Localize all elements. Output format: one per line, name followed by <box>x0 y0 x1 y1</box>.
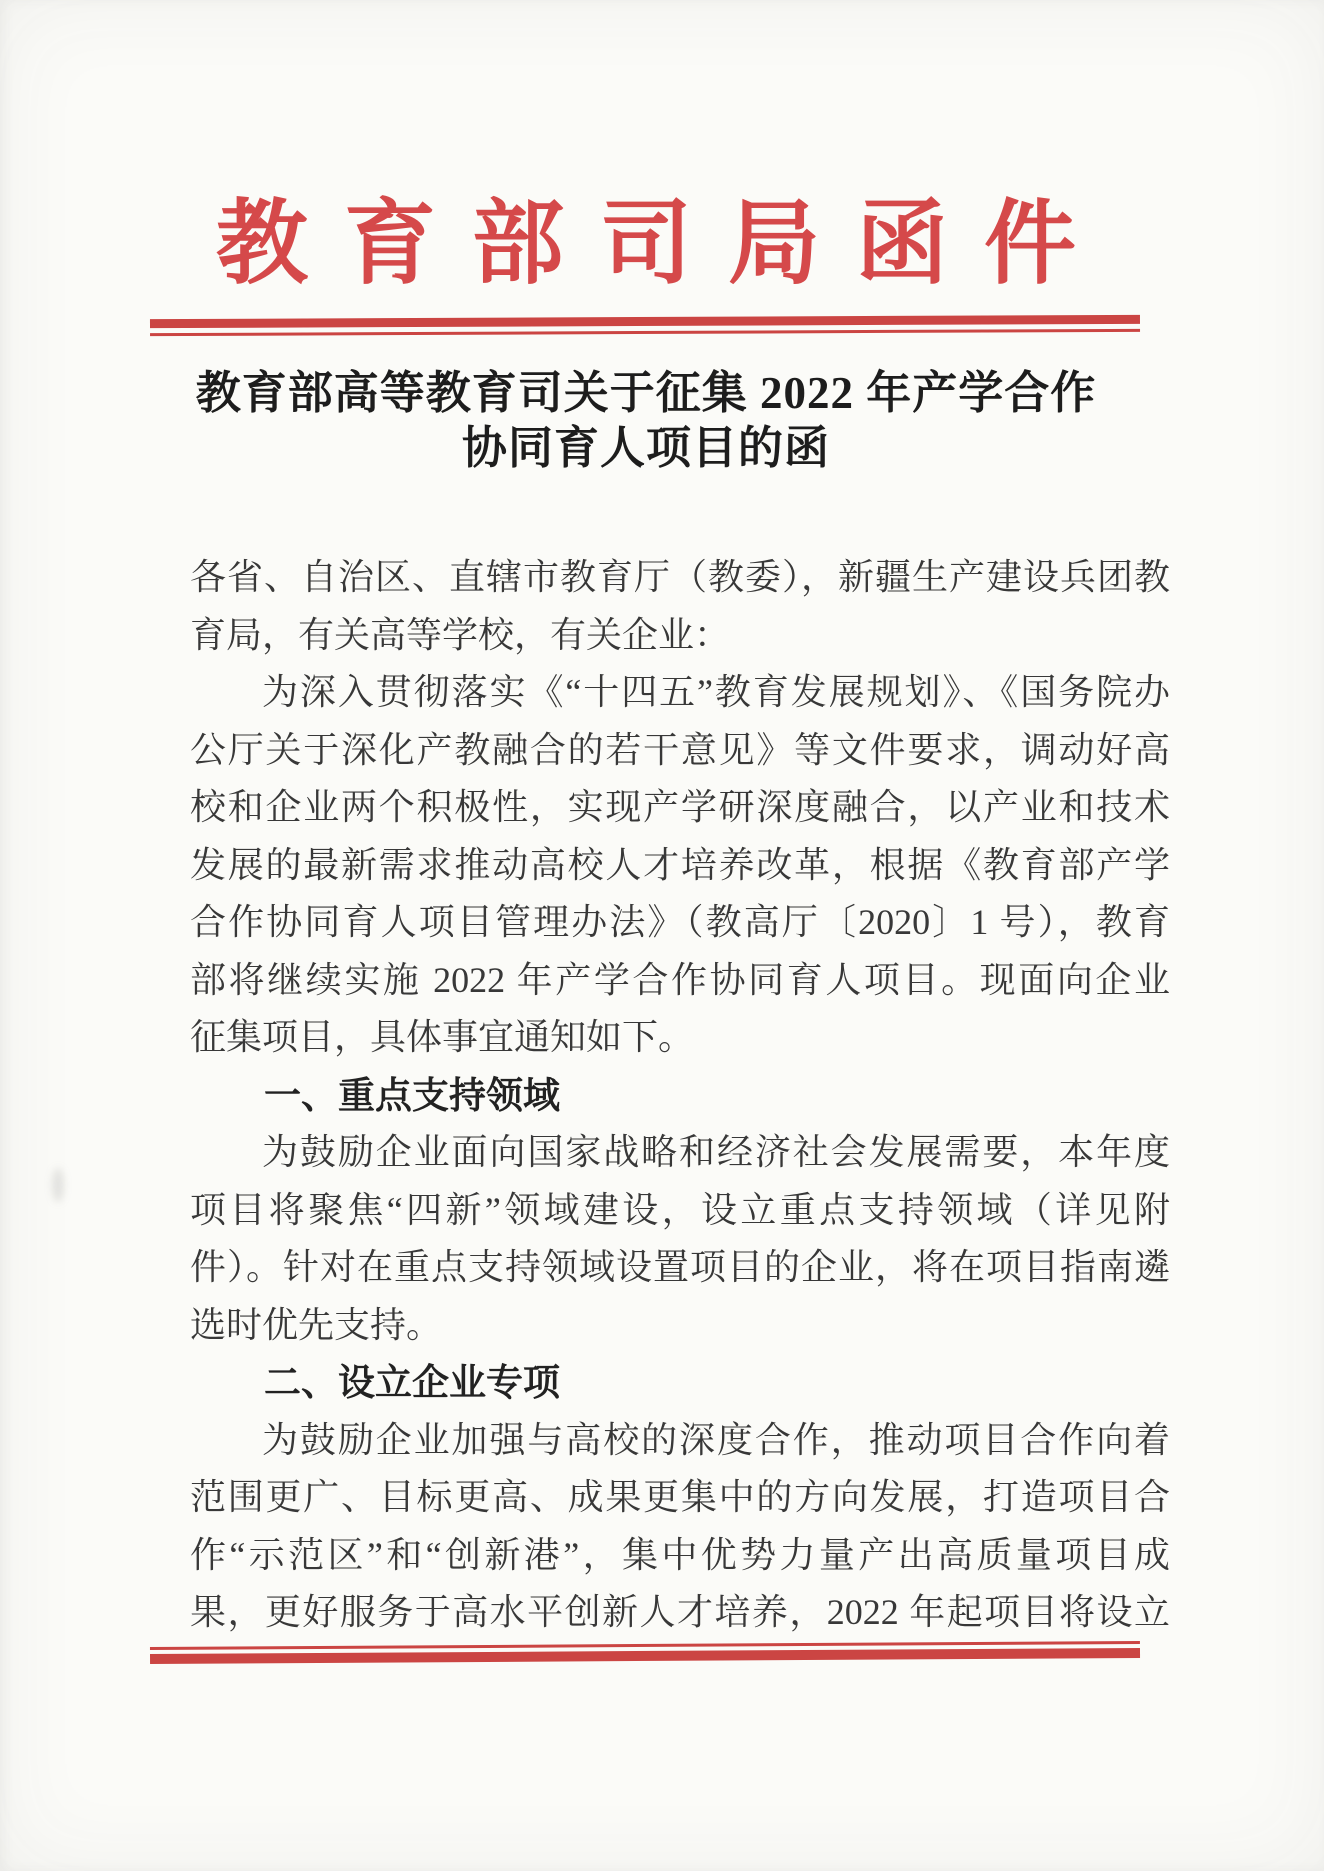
document-title <box>150 366 1142 476</box>
body-line: 校和企业两个积极性，实现产学研深度融合，以产业和技术 <box>190 787 1170 827</box>
title-line-2: 协同育人项目的函 <box>461 423 830 473</box>
title-line-1: 教育部高等教育司关于征集 2022 年产学合作 <box>195 368 1097 418</box>
body-line: 果，更好服务于高水平创新人才培养，2022 年起项目将设立 <box>190 1592 1170 1632</box>
divider-thin-bar <box>150 329 1140 336</box>
divider-thick-bar <box>150 1648 1140 1664</box>
footer-divider <box>150 1641 1140 1664</box>
body-line: 选时优先支持。 <box>190 1304 443 1345</box>
body-line: 为深入贯彻落实《“十四五”教育发展规划》、《国务院办 <box>262 672 1170 712</box>
scan-artifact <box>52 1168 64 1202</box>
body-line: 范围更广、目标更高、成果更集中的方向发展，打造项目合 <box>190 1477 1170 1517</box>
body-line: 各省、自治区、直辖市教育厅（教委），新疆生产建设兵团教 <box>190 557 1170 597</box>
body-line: 育局，有关高等学校，有关企业： <box>190 614 731 655</box>
document-masthead: 教育部司局函件 <box>215 193 1112 295</box>
section-heading: 一、重点支持领域 <box>264 1074 560 1116</box>
masthead-divider <box>150 315 1140 336</box>
body-line: 作“示范区”和“创新港”，集中优势力量产出高质量项目成 <box>190 1534 1170 1575</box>
body-line: 部将继续实施 2022 年产学合作协同育人项目。现面向企业 <box>190 959 1170 1000</box>
body-line: 为鼓励企业加强与高校的深度合作，推动项目合作向着 <box>262 1419 1170 1460</box>
body-line: 发展的最新需求推动高校人才培养改革，根据《教育部产学 <box>190 844 1170 885</box>
body-line: 征集项目，具体事宜通知如下。 <box>190 1017 695 1057</box>
body-line: 合作协同育人项目管理办法》（教高厅〔2020〕1 号），教育 <box>190 902 1170 942</box>
section-heading: 二、设立企业专项 <box>264 1362 560 1403</box>
divider-thick-bar <box>150 315 1140 328</box>
body-line: 项目将聚焦“四新”领域建设，设立重点支持领域（详见附 <box>190 1189 1170 1230</box>
body-line: 件）。针对在重点支持领域设置项目的企业，将在项目指南遴 <box>190 1247 1170 1287</box>
body-line: 公厅关于深化产教融合的若干意见》等文件要求，调动好高 <box>190 729 1170 770</box>
body-line: 为鼓励企业面向国家战略和经济社会发展需要，本年度 <box>262 1132 1170 1172</box>
document-body <box>190 549 1170 1642</box>
